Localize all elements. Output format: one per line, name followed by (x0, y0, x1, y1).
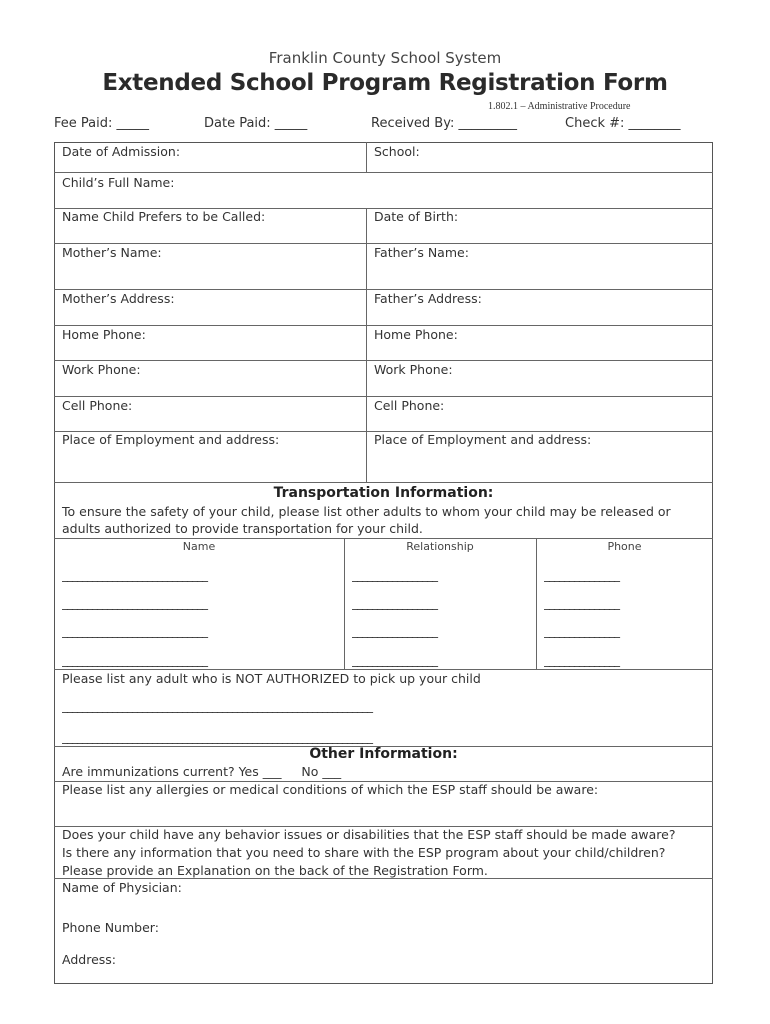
row-divider (54, 360, 713, 361)
physician-address-field[interactable]: Address: (62, 952, 116, 967)
cell-phone-father-field[interactable]: Cell Phone: (374, 398, 445, 413)
date-of-birth-field[interactable]: Date of Birth: (374, 209, 459, 224)
behavior-question-line-1: Does your child have any behavior issues or disabilities that the ESP staff should be made aware? (62, 827, 676, 842)
row-divider (54, 482, 713, 483)
cell-phone-mother-field[interactable]: Cell Phone: (62, 398, 133, 413)
immunizations-field[interactable]: Are immunizations current? Yes ___ No ___ (62, 764, 342, 779)
home-phone-father-field[interactable]: Home Phone: (374, 327, 458, 342)
authorized-name-input[interactable]: _____________________________ (62, 624, 207, 638)
authorized-relationship-input[interactable]: _________________ (352, 624, 437, 638)
authorized-name-input[interactable]: _____________________________ (62, 568, 207, 582)
other-information-heading: Other Information: (309, 746, 458, 762)
org-name: Franklin County School System (268, 49, 502, 67)
employment-father-field[interactable]: Place of Employment and address: (374, 432, 592, 447)
column-header-name: Name (182, 540, 216, 553)
authorized-phone-input[interactable]: _______________ (544, 568, 619, 582)
received-by-field[interactable]: Received By: _________ (371, 116, 517, 131)
column-header-phone: Phone (607, 540, 642, 553)
mothers-address-field[interactable]: Mother’s Address: (62, 291, 175, 306)
fee-paid-field[interactable]: Fee Paid: _____ (54, 116, 149, 131)
allergies-field[interactable]: Please list any allergies or medical conditions of which the ESP staff should be aware: (62, 782, 599, 797)
row-divider (54, 172, 713, 173)
transportation-intro-line-2: adults authorized to provide transportation for your child. (62, 521, 423, 536)
column-divider (344, 538, 345, 669)
row-divider (54, 325, 713, 326)
procedure-reference: 1.802.1 – Administrative Procedure (488, 101, 631, 112)
mothers-name-field[interactable]: Mother’s Name: (62, 245, 162, 260)
childs-full-name-field[interactable]: Child’s Full Name: (62, 175, 175, 190)
work-phone-mother-field[interactable]: Work Phone: (62, 362, 141, 377)
behavior-question-line-2: Is there any information that you need to share with the ESP program about your child/children? (62, 845, 666, 860)
behavior-question-line-3: Please provide an Explanation on the back of the Registration Form. (62, 863, 488, 878)
school-field[interactable]: School: (374, 144, 420, 159)
authorized-relationship-input[interactable]: _________________ (352, 568, 437, 582)
row-divider (54, 396, 713, 397)
authorized-name-input[interactable]: _____________________________ (62, 596, 207, 610)
transportation-heading: Transportation Information: (273, 485, 494, 501)
authorized-relationship-input[interactable]: _________________ (352, 596, 437, 610)
authorized-phone-input[interactable]: _______________ (544, 624, 619, 638)
check-number-field[interactable]: Check #: ________ (565, 116, 681, 131)
column-divider (366, 142, 367, 172)
column-header-relationship: Relationship (406, 540, 474, 553)
authorized-relationship-input[interactable]: _________________ (352, 653, 437, 667)
employment-mother-field[interactable]: Place of Employment and address: (62, 432, 280, 447)
home-phone-mother-field[interactable]: Home Phone: (62, 327, 146, 342)
authorized-name-input[interactable]: _____________________________ (62, 653, 207, 667)
column-divider (536, 538, 537, 669)
preferred-name-field[interactable]: Name Child Prefers to be Called: (62, 209, 266, 224)
not-authorized-input[interactable]: ______________________________________________________________ (62, 730, 372, 744)
date-of-admission-field[interactable]: Date of Admission: (62, 144, 181, 159)
fathers-address-field[interactable]: Father’s Address: (374, 291, 482, 306)
row-divider (54, 538, 713, 539)
row-divider (54, 289, 713, 290)
fathers-name-field[interactable]: Father’s Name: (374, 245, 469, 260)
work-phone-father-field[interactable]: Work Phone: (374, 362, 453, 377)
column-divider (366, 208, 367, 482)
authorized-phone-input[interactable]: _______________ (544, 653, 619, 667)
form-title: Extended School Program Registration Form (102, 70, 668, 96)
row-divider (54, 243, 713, 244)
physician-name-field[interactable]: Name of Physician: (62, 880, 182, 895)
date-paid-field[interactable]: Date Paid: _____ (204, 116, 308, 131)
physician-phone-field[interactable]: Phone Number: (62, 920, 159, 935)
transportation-intro-line-1: To ensure the safety of your child, please list other adults to whom your child may be released or (62, 504, 671, 519)
not-authorized-input[interactable]: ______________________________________________________________ (62, 699, 372, 713)
authorized-phone-input[interactable]: _______________ (544, 596, 619, 610)
not-authorized-prompt: Please list any adult who is NOT AUTHORIZED to pick up your child (62, 671, 481, 686)
